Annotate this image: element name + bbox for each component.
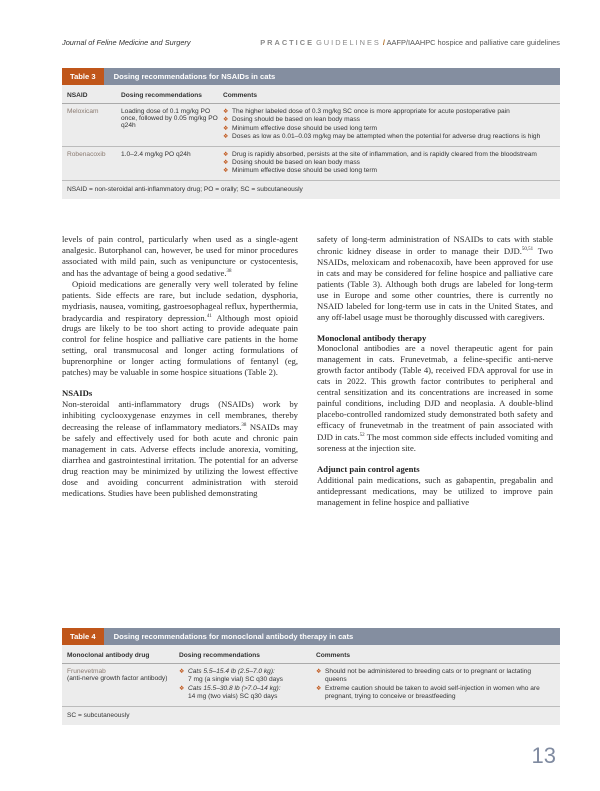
drug-cell xyxy=(62,668,179,702)
table-row xyxy=(62,104,560,147)
diamond-bullet-icon: ❖ xyxy=(223,160,229,167)
table-4-header xyxy=(62,628,560,645)
diamond-bullet-icon: ❖ xyxy=(179,685,185,692)
diamond-bullet-icon: ❖ xyxy=(223,168,229,175)
paragraph: safety of long-term administration of NSAIDs to cats with stable chronic kidney disease in order to manage their DJD.$^{50,51}$ Two NSAIDs, meloxicam and robenacoxib, have been approved for use in cats and may be considered for feline hospice and palliative care patients (Table 3). Although both drugs are labeled for long-term use in Europe and some other countries, there is currently no NSAID labeled for long-term use in cats in the United States, and any off-label usage must be thoroughly discussed with caregivers. xyxy=(317,234,553,322)
diamond-bullet-icon: ❖ xyxy=(223,109,229,115)
table-4-column-headers: Monoclonal antibody drug Dosing recommendations Comments xyxy=(62,645,560,664)
table-row xyxy=(62,664,560,707)
drug-name: Meloxicam xyxy=(67,108,99,115)
guideline-topic: AAFP/IAAHPC hospice and palliative care guidelines xyxy=(386,38,560,47)
diamond-bullet-icon: ❖ xyxy=(223,151,229,158)
comments-list: ❖ Should not be administered to breeding cats or to pregnant or lactating queens ❖ Extreme caution should be taken to avoid self-injection in women who are pregnant, trying to conceive or breastfeeding xyxy=(316,668,540,701)
diamond-bullet-icon: ❖ xyxy=(223,117,229,124)
table-4 xyxy=(62,628,560,725)
table-4-footnote: SC = subcutaneously xyxy=(67,711,130,719)
drug-name: Frunevetmab xyxy=(67,668,106,675)
comments-list: ❖ The higher labeled dose of 0.3 mg/kg SC once is more appropriate for acute postoperative pain ❖ Dosing should be based on lean body mass ❖ Minimum effective dose should be used long term ❖ Doses as low as 0.01–0.03 mg/kg may be attempted when the potential for adverse drug reactions is high xyxy=(223,108,541,141)
journal-title: Journal of Feline Medicine and Surgery xyxy=(62,38,191,47)
dose-text: 1.0–2.4 mg/kg PO q24h xyxy=(121,150,191,158)
running-header xyxy=(62,38,560,52)
diamond-bullet-icon: ❖ xyxy=(223,125,229,132)
table-row xyxy=(62,147,560,181)
drug-description: (anti-nerve growth factor antibody) xyxy=(67,675,168,682)
page-number: 13 xyxy=(531,743,556,768)
paragraph: Monoclonal antibodies are a novel therapeutic agent for pain management in cats. Frunevetmab, a feline-specific anti-nerve growth factor antibody (Table 4), received FDA approval for use in cats in 2022. This growth factor contributes to peripheral and central sensitization and its concentrations are increased in some painful conditions, including DJD and neoplasia. A double-blind placebo-controlled randomized study demonstrated both safety and efficacy of frunevetmab in the treatment of pain associated with DJD in cats.$^{52}$ The most common side effects included vomiting and soreness at the injection site. xyxy=(317,343,553,453)
table-3-footnote: NSAID = non-steroidal anti-inflammatory drug; PO = orally; SC = subcutaneously xyxy=(67,185,303,193)
table-3 xyxy=(62,68,560,199)
table-4-title: Dosing recommendations for monoclonal antibody therapy in cats xyxy=(113,632,354,641)
section-heading-monoclonal: Monoclonal antibody therapy xyxy=(317,332,427,343)
paragraph: levels of pain control, particularly when used as a single-agent analgesic. Butorphanol can, however, be used for minor procedures associated with mild pain, such as venipuncture or cystocentesis, and has the advantage of being a good sedative.$^{38}$ xyxy=(62,234,298,278)
section-heading-nsaids: NSAIDs xyxy=(62,388,93,399)
diamond-bullet-icon: ❖ xyxy=(316,669,322,675)
paragraph: Non-steroidal anti-inflammatory drugs (NSAIDs) work by inhibiting cyclooxygenase enzymes in cell membranes, thereby decreasing the release of inflammatory mediators.$^{38}$ NSAIDs may be safely and effectively used for both acute and chronic pain management in cats. Adverse effects include anorexia, vomiting, diarrhea and gastrointestinal irritation. The potential for an adverse drug reaction may be minimized by utilizing the lowest effective dose and avoiding concurrent administration with steroid medications. Studies have been published demonstrating xyxy=(62,399,299,498)
table-3-header xyxy=(62,68,560,85)
section-heading-adjunct: Adjunct pain control agents xyxy=(317,463,420,474)
table-3-number: Table 3 xyxy=(62,68,104,85)
dose-list: ❖ Cats 5.5–15.4 lb (2.5–7.0 kg): 7 mg (a single vial) SC q30 days ❖ Cats 15.5–30.8 lb (>7.0–14 kg): 14 mg (two vials) SC q30 days xyxy=(179,668,283,701)
left-column xyxy=(62,234,298,499)
diamond-bullet-icon: ❖ xyxy=(223,134,229,141)
comments-list: ❖ Drug is rapidly absorbed, persists at the site of inflammation, and is rapidly cleared from the bloodstream ❖ Dosing should be based on lean body mass ❖ Minimum effective dose should be used long term xyxy=(223,150,537,175)
paragraph: Opioid medications are generally very well tolerated by feline patients. Side effects are rare, but include sedation, dysphoria, mydriasis, nausea, vomiting, gastroesophageal reflux, hyperthermia, bradycardia and respiratory depression.$^{41}$ Although most opioid drugs are likely to be too short acting to provide adequate pain control for feline hospice and palliative care patients in the home setting, oral transmucosal and longer acting formulations of buprenorphine or longer acting formulations of fentanyl (eg, patches) may be valuable in some hospice situations (Table 2). xyxy=(62,278,298,378)
diamond-bullet-icon: ❖ xyxy=(316,685,322,692)
section-label: PRACTICE GUIDELINES / AAFP/IAAHPC hospice and palliative care guidelines xyxy=(260,38,560,47)
table-3-title: Dosing recommendations for NSAIDs in cats xyxy=(113,72,276,81)
table-4-number: Table 4 xyxy=(62,628,104,645)
drug-name: Robenacoxib xyxy=(67,150,106,158)
paragraph: Additional pain medications, such as gabapentin, pregabalin and antidepressant medications, may be utilized to improve pain management in feline hospice and palliative xyxy=(317,474,553,507)
right-column xyxy=(317,234,553,508)
table-3-column-headers: NSAID Dosing recommendations Comments xyxy=(62,85,560,104)
dose-text: Loading dose of 0.1 mg/kg PO once, followed by 0.05 mg/kg PO q24h xyxy=(121,108,218,129)
diamond-bullet-icon: ❖ xyxy=(179,669,185,675)
